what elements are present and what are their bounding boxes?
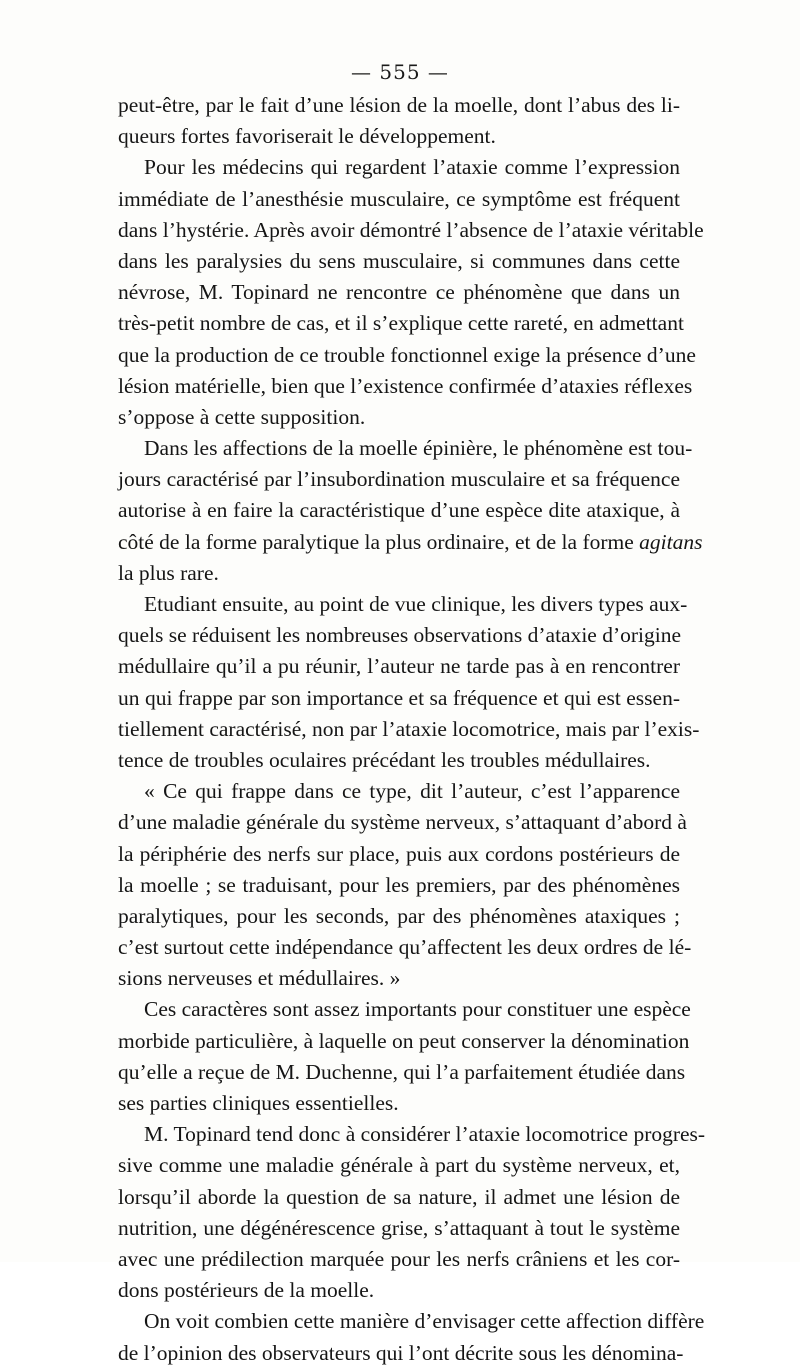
text-line (118, 620, 680, 651)
text-line (118, 340, 696, 371)
text-line (118, 1182, 680, 1213)
text-line-content: Ces caractères sont assez importants pour constituer une espèce (144, 997, 691, 1022)
text-line (118, 839, 680, 870)
text-line-content: un qui frappe par son importance et sa fréquence et qui est essen- (118, 685, 680, 710)
text-line (118, 870, 680, 901)
text-line (118, 495, 680, 526)
text-line (118, 714, 700, 745)
text-line-content: queurs fortes favoriserait le développement. (118, 124, 496, 149)
text-line-content: Etudiant ensuite, au point de vue clinique, les divers types aux- (144, 592, 688, 616)
text-line (118, 152, 680, 183)
text-line-content: immédiate de l’anesthésie musculaire, ce symptôme est fréquent (118, 186, 680, 211)
text-line-content: très-petit nombre de cas, et il s’explique cette rareté, en admettant (118, 311, 684, 336)
text-line-content: d’une maladie générale du système nerveux, s’attaquant d’abord à (118, 810, 687, 835)
text-line-content: autorise à en faire la caractéristique d’une espèce dite ataxique, à (118, 498, 680, 523)
text-line-content: Dans les affections de la moelle épinière, le phénomène est tou- (144, 436, 693, 461)
text-line (118, 527, 703, 558)
text-line-content: dons postérieurs de la moelle. (118, 1278, 375, 1303)
text-line (118, 215, 704, 246)
text-line-content: lésion matérielle, bien que l’existence confirmée d’ataxies réflexes (118, 373, 693, 398)
text-line-content: paralytiques, pour les seconds, par des phénomènes ataxiques ; (118, 903, 680, 928)
text-line (118, 558, 680, 589)
text-line-content: ses parties cliniques essentielles. (118, 1091, 399, 1115)
text-line (118, 901, 680, 932)
text-line-content: Pour les médecins qui regardent l’ataxie comme l’expression (144, 155, 680, 180)
text-line-content: M. Topinard tend donc à considérer l’ataxie locomotrice progres- (144, 1122, 706, 1147)
text-line (118, 1213, 680, 1244)
text-line (118, 963, 680, 994)
text-line-content: tence de troubles oculaires précédant les troubles médullaires. (118, 747, 651, 772)
text-line-content: que la production de ce trouble fonctionnel exige la présence d’une (118, 342, 696, 367)
text-line (118, 1306, 705, 1337)
text-line-content: peut-être, par le fait d’une lésion de la moelle, dont l’abus des li- (118, 93, 680, 117)
text-line (118, 246, 680, 277)
text-line (118, 433, 693, 464)
text-line (118, 308, 684, 339)
text-line (118, 589, 688, 620)
text-line (118, 464, 680, 495)
text-line (118, 1088, 680, 1119)
text-line (118, 807, 687, 838)
text-line-content: s’oppose à cette supposition. (118, 404, 366, 429)
text-line (118, 683, 680, 714)
text-line-content: On voit combien cette manière d’envisager cette affection diffère (144, 1309, 705, 1334)
text-line (118, 371, 693, 402)
text-line (118, 1057, 686, 1088)
text-line-content: névrose, M. Topinard ne rencontre ce phénomène que dans un (118, 280, 680, 305)
text-line-content: médullaire qu’il a pu réunir, l’auteur ne tarde pas à en rencontrer (118, 654, 680, 679)
text-line-content: la moelle ; se traduisant, pour les premiers, par des phénomènes (118, 872, 680, 897)
text-line-content: lorsqu’il aborde la question de sa nature, il admet une lésion de (118, 1184, 680, 1209)
text-line (118, 776, 680, 807)
text-line-content: dans les paralysies du sens musculaire, si communes dans cette (118, 248, 680, 273)
text-line-content: jours caractérisé par l’insubordination musculaire et sa fréquence (118, 467, 680, 492)
body-text (118, 90, 706, 1369)
text-line (118, 90, 680, 121)
text-line-content: sive comme une maladie générale à part du système nerveux, et, (118, 1153, 680, 1178)
text-line (118, 121, 680, 152)
text-line-content: nutrition, une dégénérescence grise, s’attaquant à tout le système (118, 1215, 680, 1240)
text-line-content: « Ce qui frappe dans ce type, dit l’auteur, c’est l’apparence (144, 779, 680, 804)
text-line-content: la plus rare. (118, 560, 219, 585)
text-line (118, 1338, 684, 1369)
text-line-content: côté de la forme paralytique la plus ordinaire, et de la forme (118, 529, 634, 554)
text-line (118, 1150, 680, 1181)
text-line-content: de l’opinion des observateurs qui l’ont décrite sous les dénomina- (118, 1340, 684, 1365)
text-line (118, 184, 680, 215)
text-line-content: la périphérie des nerfs sur place, puis aux cordons postérieurs de (118, 841, 680, 866)
text-line-content: dans l’hystérie. Après avoir démontré l’absence de l’ataxie véritable (118, 217, 704, 242)
text-line-content: c’est surtout cette indépendance qu’affectent les deux ordres de lé- (118, 935, 692, 960)
text-line-content: tiellement caractérisé, non par l’ataxie locomotrice, mais par l’exis- (118, 716, 700, 741)
text-line-content: morbide particulière, à laquelle on peut conserver la dénomination (118, 1028, 690, 1053)
text-line-content: qu’elle a reçue de M. Duchenne, qui l’a parfaitement étudiée dans (118, 1059, 686, 1084)
italic-term: agitans (639, 529, 703, 554)
text-line (118, 932, 692, 963)
text-line (118, 402, 680, 433)
text-line (118, 1119, 706, 1150)
text-line (118, 1026, 690, 1057)
text-line (118, 1244, 680, 1275)
page-number: — 555 — (351, 60, 449, 84)
text-line-content: sions nerveuses et médullaires. » (118, 966, 401, 991)
text-line (118, 277, 680, 308)
text-line-content: avec une prédilection marquée pour les nerfs crâniens et les cor- (118, 1246, 680, 1271)
text-line (118, 651, 680, 682)
text-line (118, 994, 691, 1025)
text-line (118, 1275, 680, 1306)
text-line-content: quels se réduisent les nombreuses observations d’ataxie d’origine (118, 623, 682, 648)
text-line (118, 745, 680, 776)
